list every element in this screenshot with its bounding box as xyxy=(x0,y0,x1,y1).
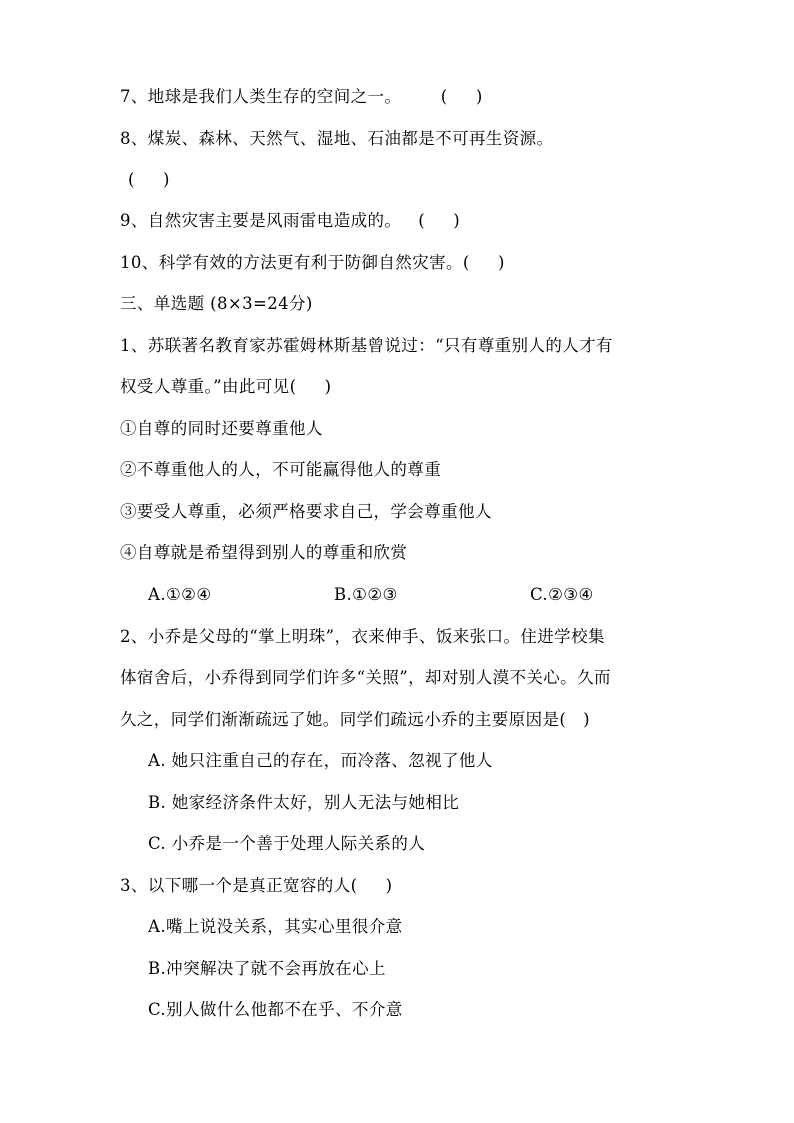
mc1-statement-2: ②不尊重他人的人，不可能赢得他人的尊重 xyxy=(120,460,442,479)
mc2-choice-c: C. 小乔是一个善于处理人际关系的人 xyxy=(148,834,426,853)
mc1-statement-3: ③要受人尊重，必须严格要求自己，学会尊重他人 xyxy=(120,502,492,521)
mc1-choice-b: B.①②③ xyxy=(334,585,398,604)
mc1-choice-a: A.①②④ xyxy=(148,585,212,604)
judgment-q7: 7、地球是我们人类生存的空间之一。 ( ) xyxy=(120,87,483,106)
judgment-q10: 10、科学有效的方法更有利于防御自然灾害。( ) xyxy=(120,253,505,272)
mc2-choice-b: B. 她家经济条件太好，别人无法与她相比 xyxy=(148,793,460,812)
mc1-stem-line2: 权受人尊重。”由此可见( ) xyxy=(120,377,332,396)
mc2-choice-a: A. 她只注重自己的存在，而冷落、忽视了他人 xyxy=(148,751,493,770)
mc3-choice-a: A.嘴上说没关系，其实心里很介意 xyxy=(148,917,403,936)
mc2-stem-line3: 久之，同学们渐渐疏远了她。同学们疏远小乔的主要原因是( ) xyxy=(120,710,591,729)
mc2-stem-line1: 2、小乔是父母的“掌上明珠”，衣来伸手、饭来张口。住进学校集 xyxy=(120,627,605,646)
judgment-q9: 9、自然灾害主要是风雨雷电造成的。 ( ) xyxy=(120,211,461,230)
judgment-q8: 8、煤炭、森林、天然气、湿地、石油都是不可再生资源。 xyxy=(120,129,554,148)
section-title: 三、单选题 (8×3=24分) xyxy=(120,294,313,313)
mc1-statement-1: ①自尊的同时还要尊重他人 xyxy=(120,419,323,438)
mc2-stem-line2: 体宿舍后，小乔得到同学们许多“关照”，却对别人漠不关心。久而 xyxy=(120,668,611,687)
mc3-choice-c: C.别人做什么他都不在乎、不介意 xyxy=(148,1000,403,1019)
mc1-choice-c: C.②③④ xyxy=(530,585,594,604)
mc3-choice-b: B.冲突解决了就不会再放在心上 xyxy=(148,959,386,978)
mc1-stem-line1: 1、苏联著名教育家苏霍姆林斯基曾说过：“只有尊重别人的人才有 xyxy=(120,336,613,355)
mc3-stem: 3、以下哪一个是真正宽容的人( ) xyxy=(120,876,393,895)
mc1-statement-4: ④自尊就是希望得到别人的尊重和欣赏 xyxy=(120,543,408,562)
judgment-q8-blank: ( ) xyxy=(128,170,170,189)
